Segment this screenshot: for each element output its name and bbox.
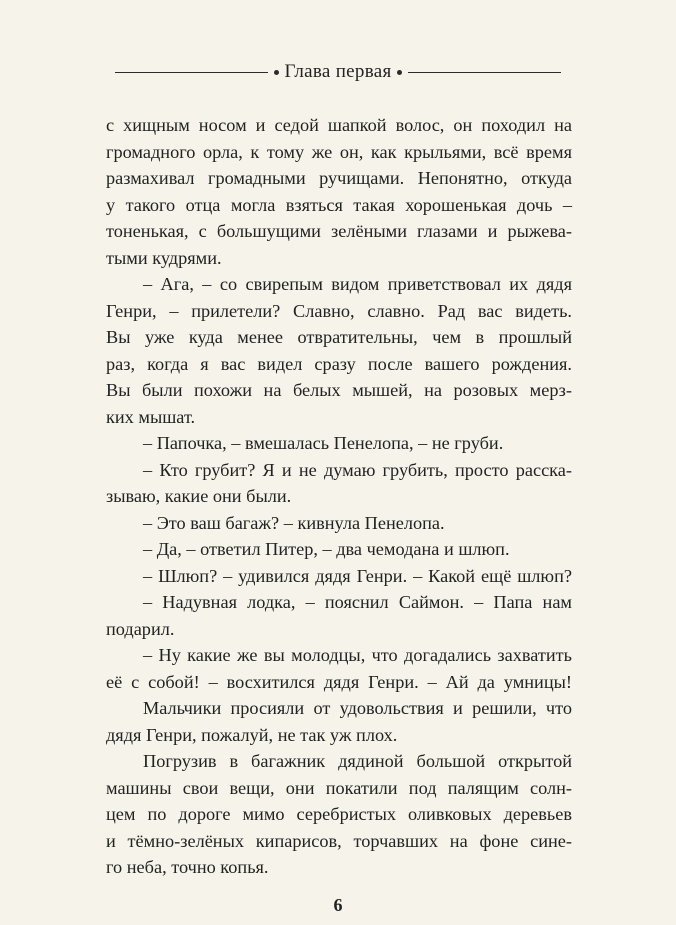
- text-line: – Ага, – со свирепым видом приветствовал их дядя: [143, 274, 572, 294]
- text-line: – Да, – ответил Питер, – два чемодана и шлюп.: [143, 539, 510, 559]
- text-line: и тёмно-зелёных кипарисов, торчавших на фоне сине-: [106, 830, 572, 851]
- header-rule-left: [115, 72, 268, 73]
- text-line: – Это ваш багаж? – кивнула Пенелопа.: [143, 512, 445, 533]
- text-line: с хищным носом и седой шапкой волос, он походил на: [106, 115, 572, 135]
- text-line: машины свои вещи, они покатили под палящим солн-: [106, 777, 572, 798]
- chapter-title: Глава первая: [284, 61, 392, 82]
- text-line: – Ну какие же вы молодцы, что догадались захватить: [143, 645, 572, 665]
- running-header: [115, 57, 561, 87]
- text-line: ких мышат.: [106, 406, 196, 427]
- text-line: дядя Генри, пожалуй, не так уж плох.: [106, 724, 398, 745]
- text-line: Вы были похожи на белых мышей, на розовых мерз-: [106, 380, 572, 400]
- header-rule-right: [408, 72, 561, 73]
- text-line: размахивал громадными ручищами. Непонятно, откуда: [106, 168, 572, 188]
- page-number: 6: [333, 895, 343, 915]
- text-line: раз, когда я вас видел сразу после вашего рождения.: [106, 353, 572, 374]
- text-line: го неба, точно копья.: [106, 857, 269, 877]
- header-bullet-left: [274, 70, 279, 75]
- header-bullet-right: [397, 70, 402, 75]
- text-line: Погрузив в багажник дядиной большой открытой: [143, 751, 572, 771]
- text-line: Вы уже куда менее отвратительны, чем в прошлый: [106, 327, 572, 347]
- text-line: её с собой! – восхитился дядя Генри. – Ай да умницы!: [106, 671, 572, 692]
- text-line: тыми кудрями.: [106, 247, 222, 268]
- text-line: Генри, – прилетели? Славно, славно. Рад вас видеть.: [106, 300, 572, 321]
- text-line: – Кто грубит? Я и не думаю грубить, просто расска-: [143, 459, 572, 480]
- body-text: [106, 112, 572, 881]
- text-line: – Папочка, – вмешалась Пенелопа, – не груби.: [143, 433, 504, 453]
- text-line: цем по дороге мимо серебристых оливковых деревьев: [106, 804, 572, 824]
- text-line: зываю, какие они были.: [106, 486, 292, 506]
- text-line: Мальчики просияли от удовольствия и решили, что: [143, 698, 572, 718]
- text-line: – Надувная лодка, – пояснил Саймон. – Папа нам: [143, 592, 572, 612]
- text-line: – Шлюп? – удивился дядя Генри. – Какой ещё шлюп?: [143, 565, 572, 586]
- text-line: у такого отца могла взяться такая хорошенькая дочь –: [106, 194, 572, 215]
- text-line: громадного орла, к тому же он, как крыльями, всё время: [106, 141, 572, 162]
- text-line: подарил.: [106, 618, 175, 639]
- text-line: тоненькая, с большущими зелёными глазами и рыжева-: [106, 221, 572, 241]
